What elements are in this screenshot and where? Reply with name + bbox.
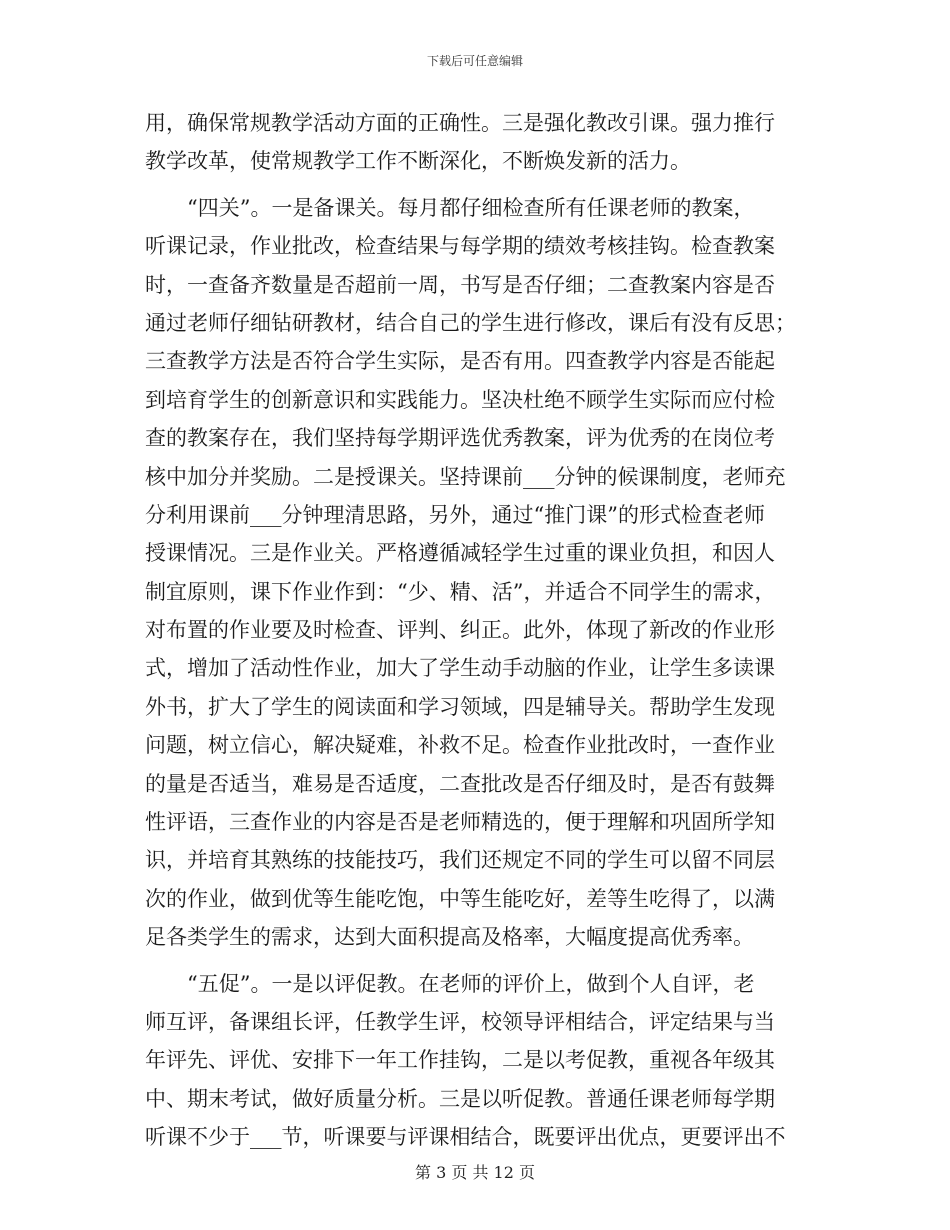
- text-line: 教学改革，使常规教学工作不断深化，不断焕发新的活力。: [145, 149, 691, 174]
- text-line: 对布置的作业要及时检查、评判、纠正。此外，体现了新改的作业形: [145, 618, 775, 643]
- text-line: 到培育学生的创新意识和实践能力。坚决杜绝不顾学生实际而应付检: [145, 387, 775, 412]
- text-line: 时，一查备齐数量是否超前一周，书写是否仔细；二查教案内容是否: [145, 272, 775, 297]
- text-line: 年评先、评优、安排下一年工作挂钩，二是以考促教，重视各年级其: [145, 1048, 775, 1073]
- text-line: 听课记录，作业批改，检查结果与每学期的绩效考核挂钩。检查教案: [145, 234, 775, 259]
- text-line: 用，确保常规教学活动方面的正确性。三是强化教改引课。强力推行: [145, 111, 775, 135]
- text-line: 制宜原则，课下作业作到：“少、精、活”，并适合不同学生的需求，: [145, 579, 776, 604]
- text-line: 查的教案存在，我们坚持每学期评选优秀教案，评为优秀的在岗位考: [145, 426, 775, 451]
- text-line: 的量是否适当，难易是否适度，二查批改是否仔细及时，是否有鼓舞: [145, 771, 775, 796]
- text-line: 性评语，三查作业的内容是否是老师精选的，便于理解和巩固所学知: [145, 810, 775, 835]
- text-line: 师互评，备课组长评，任教学生评，校领导评相结合，评定结果与当: [145, 1009, 775, 1034]
- document-body: [145, 104, 807, 1157]
- text-line: “五促”。一是以评促教。在老师的评价上，做到个人自评，老: [145, 971, 755, 996]
- text-line: 识，并培育其熟练的技能技巧，我们还规定不同的学生可以留不同层: [145, 848, 775, 873]
- paragraph: [145, 104, 807, 181]
- text-line: 通过老师仔细钻研教材，结合自己的学生进行修改，课后有没有反思；: [145, 310, 796, 335]
- text-line: 核中加分并奖励。二是授课关。坚持课前___分钟的候课制度，老师充: [145, 464, 786, 489]
- text-line: 式，增加了活动性作业，加大了学生动手动脑的作业，让学生多读课: [145, 656, 775, 681]
- text-line: 次的作业，做到优等生能吃饱，中等生能吃好，差等生吃得了，以满: [145, 886, 775, 911]
- text-line: 授课情况。三是作业关。严格遵循减轻学生过重的课业负担，和因人: [145, 541, 775, 566]
- text-line: 问题，树立信心，解决疑难，补救不足。检查作业批改时，一查作业: [145, 733, 775, 758]
- text-line: 中、期末考试，做好质量分析。三是以听促教。普通任课老师每学期: [145, 1086, 775, 1111]
- text-line: 外书，扩大了学生的阅读面和学习领域，四是辅导关。帮助学生发现: [145, 694, 775, 719]
- text-line: “四关”。一是备课关。每月都仔细检查所有任课老师的教案，: [145, 195, 755, 220]
- text-line: 三查教学方法是否符合学生实际，是否有用。四查教学内容是否能起: [145, 349, 775, 374]
- paragraph: [145, 965, 807, 1157]
- page-number: 第 3 页 共 12 页: [415, 1163, 535, 1182]
- paragraph: [145, 189, 807, 957]
- text-line: 足各类学生的需求，达到大面积提高及格率，大幅度提高优秀率。: [145, 925, 754, 950]
- text-line: 听课不少于___节，听课要与评课相结合，既要评出优点，更要评出不: [145, 1125, 786, 1150]
- page-header-note: 下载后可任意编辑: [426, 54, 523, 68]
- text-line: 分利用课前___分钟理清思路，另外，通过“推门课”的形式检查老师: [145, 502, 765, 527]
